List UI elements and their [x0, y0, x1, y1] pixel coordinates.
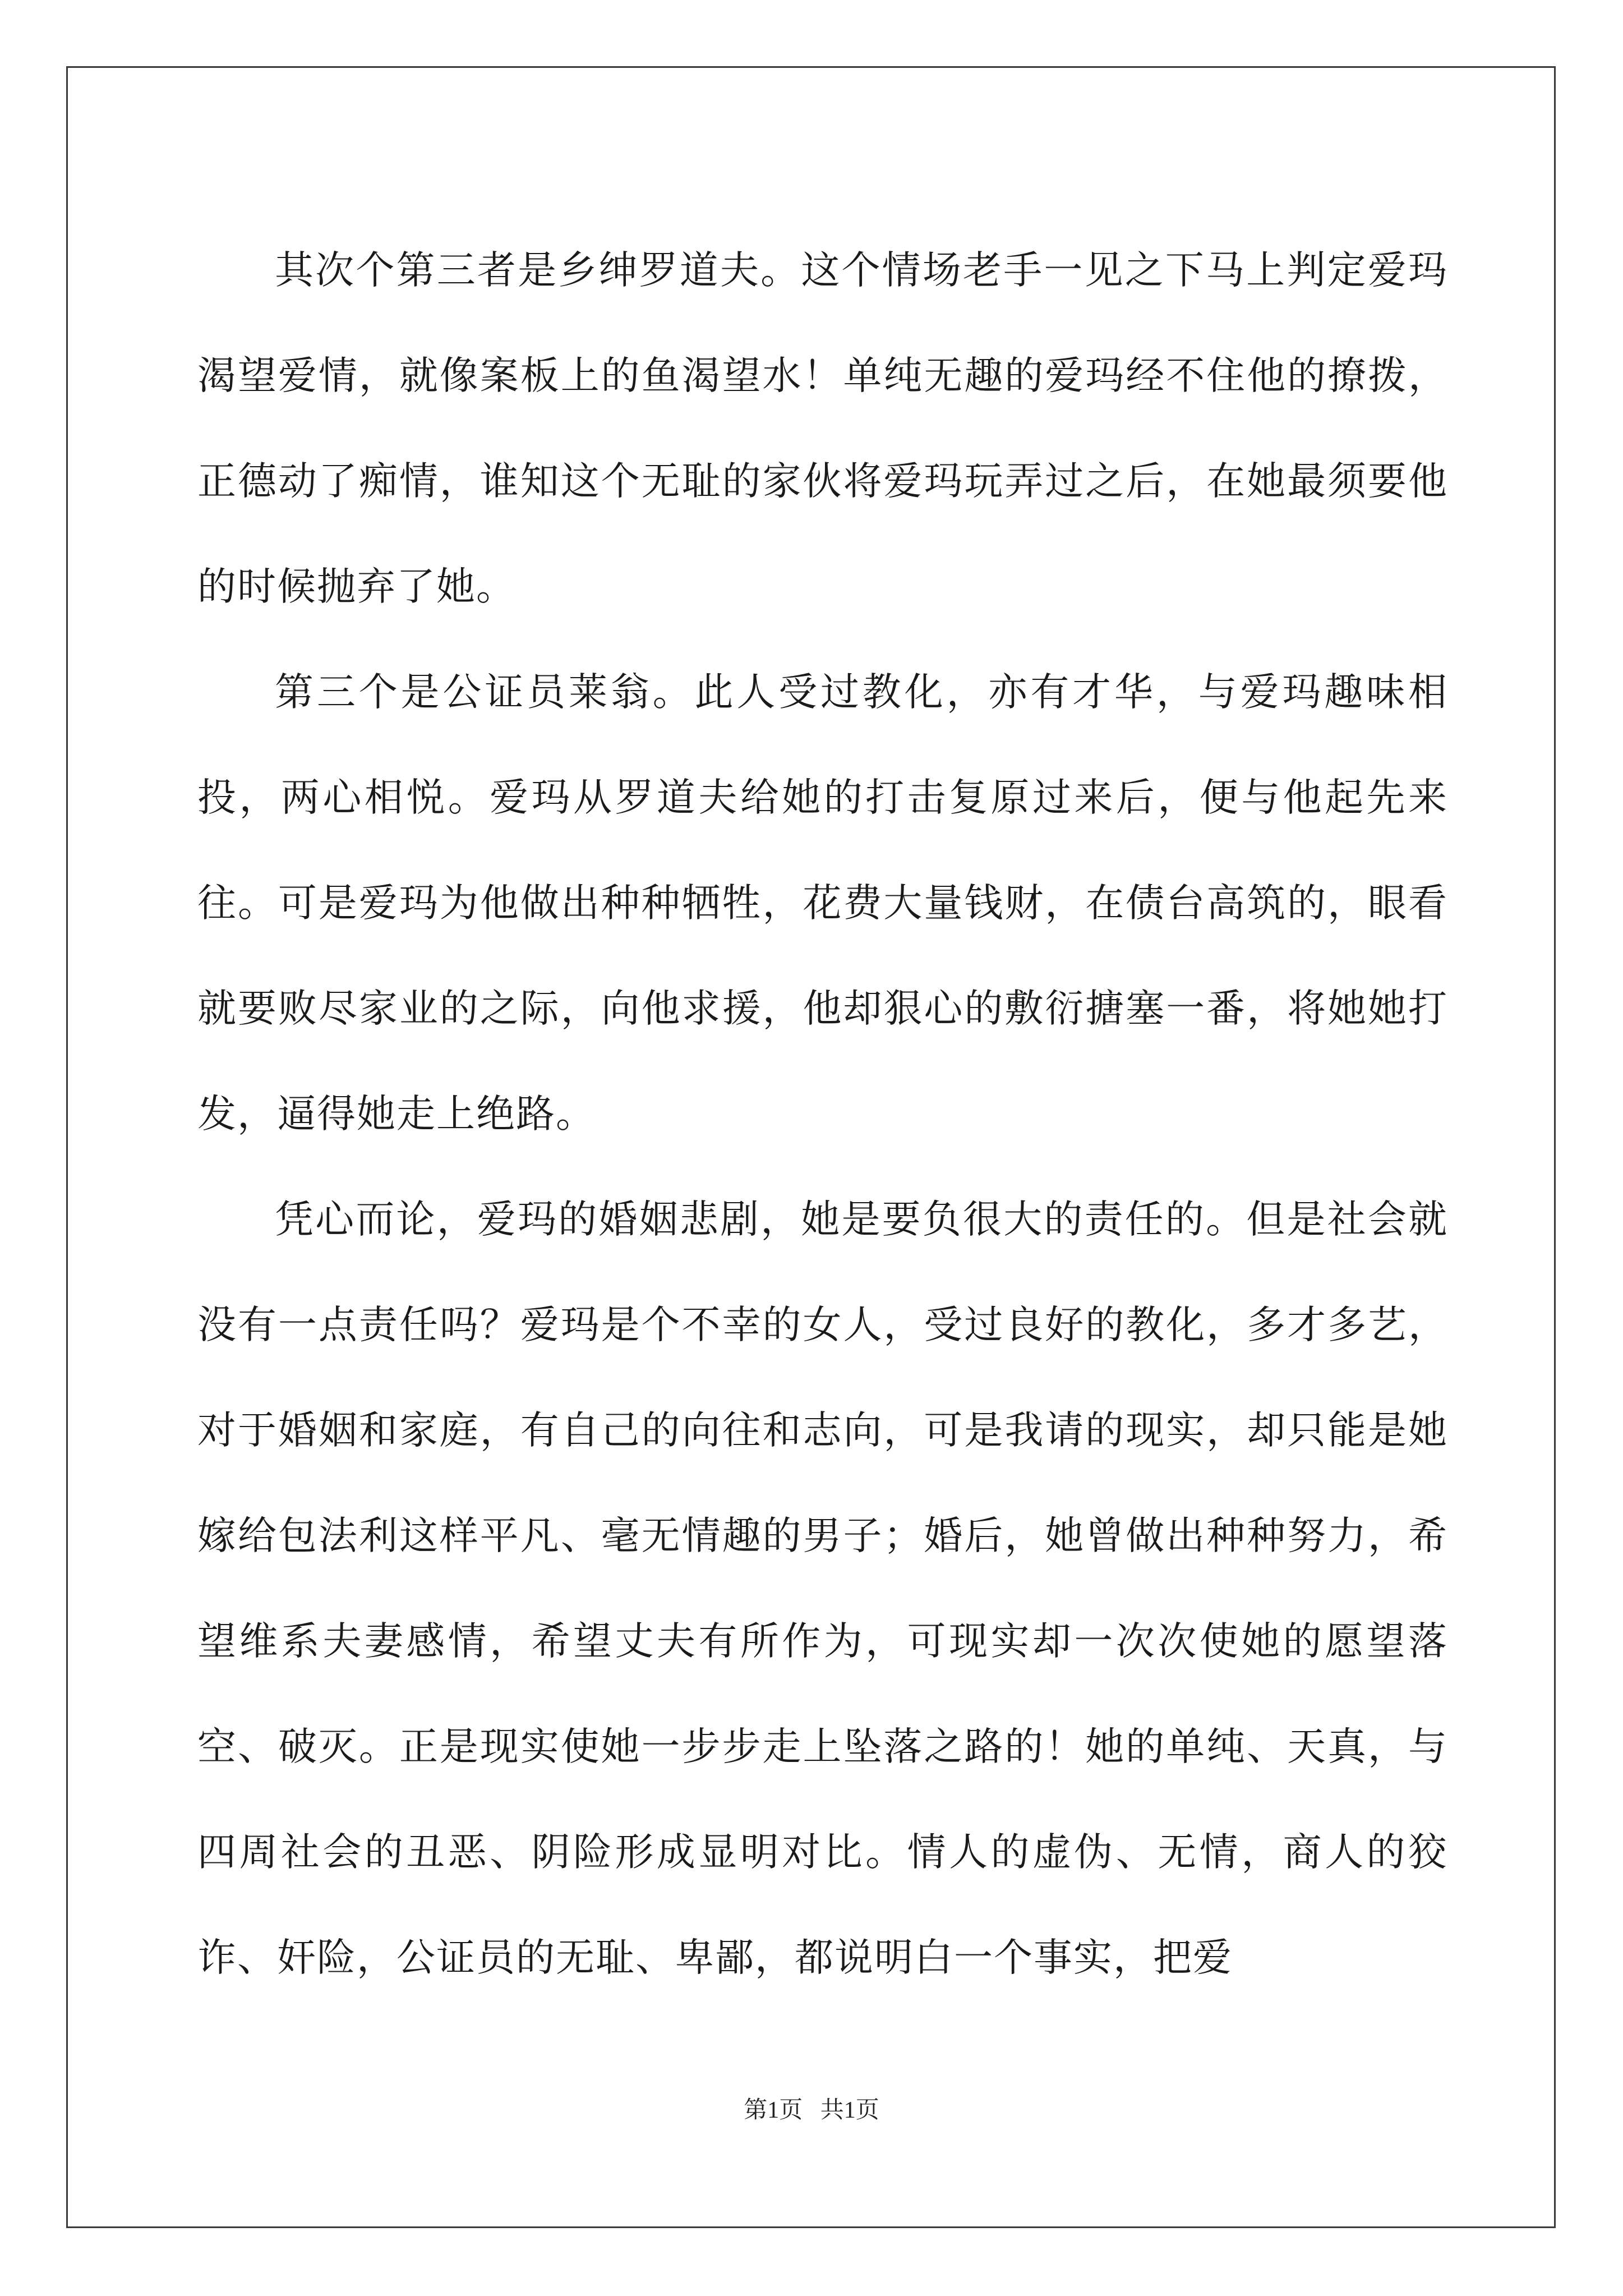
paragraph-3: 凭心而论，爱玛的婚姻悲剧，她是要负很大的责任的。但是社会就没有一点责任吗？爱玛是个不幸的女人，受过良好的教化，多才多艺，对于婚姻和家庭，有自己的向往和志向，可是我请的现实，却只能是她嫁给包法利这样平凡、毫无情趣的男子；婚后，她曾做出种种努力，希望维系夫妻感情，希望丈夫有所作为，可现实却一次次使她的愿望落空、破灭。正是现实使她一步步走上坠落之路的！她的单纯、天真，与四周社会的丑恶、阴险形成显明对比。情人的虚伪、无情，商人的狡诈、奸险，公证员的无耻、卑鄙，都说明白一个事实，把爱: [197, 1197, 1448, 1980]
document-body: [197, 218, 1448, 2010]
page-footer: 第1页 共1页: [744, 2097, 879, 2123]
paragraph-2: 第三个是公证员莱翁。此人受过教化，亦有才华，与爱玛趣味相投，两心相悦。爱玛从罗道夫给她的打击复原过来后，便与他起先来往。可是爱玛为他做出种种牺牲，花费大量钱财，在债台高筑的，眼看就要败尽家业的之际，向他求援，他却狠心的敷衍搪塞一番，将她她打发，逼得她走上绝路。: [197, 670, 1448, 1137]
paragraph-1: 其次个第三者是乡绅罗道夫。这个情场老手一见之下马上判定爱玛渴望爱情，就像案板上的鱼渴望水！单纯无趣的爱玛经不住他的撩拨，正德动了痴情，谁知这个无耻的家伙将爱玛玩弄过之后，在她最须要他的时候抛弃了她。: [197, 248, 1448, 609]
